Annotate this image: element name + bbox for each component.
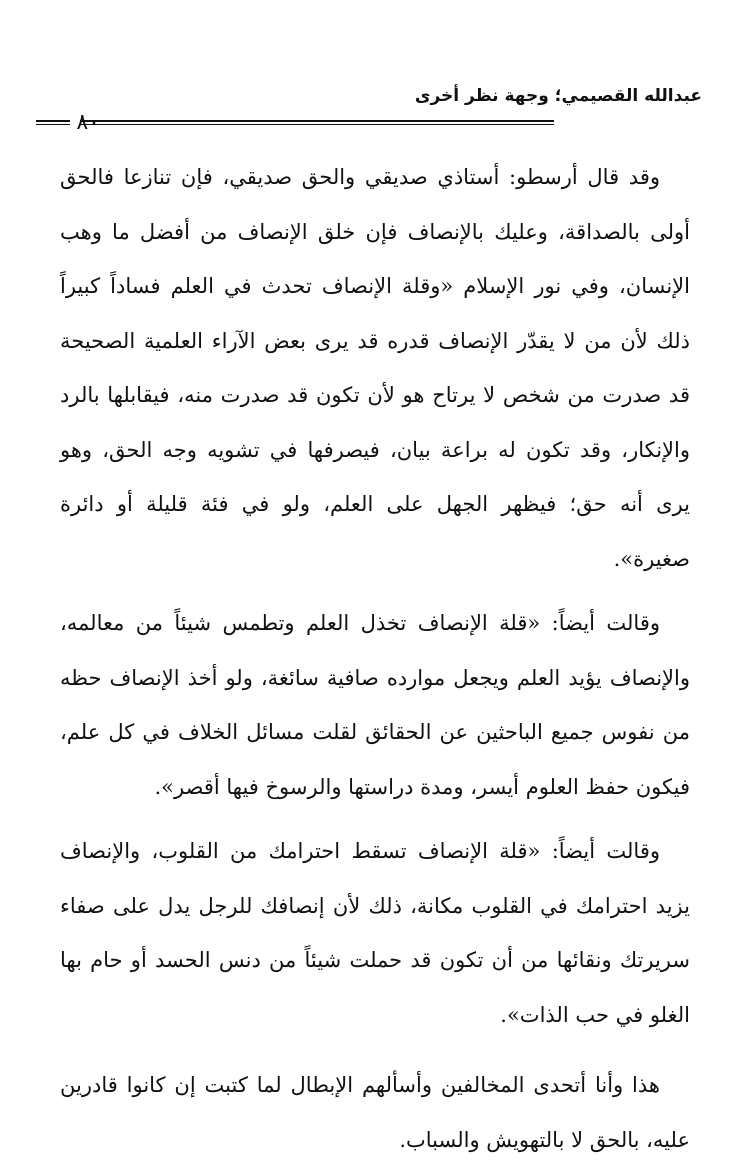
paragraph-2: وقالت أيضاً: «قلة الإنصاف تخذل العلم وتطمس شيئاً من معالمه، والإنصاف يؤيد العلم ويجعل موارده صافية سائغة، ولو أخذ الإنصاف حظه من نفوس جميع الباحثين عن الحقائق لقلت مسائل الخلاف في كل علم، فيكون حفظ العلوم أيسر، ومدة دراستها والرسوخ فيها أقصر». bbox=[60, 611, 690, 799]
paragraph-4: هذا وأنا أتحدى المخالفين وأسألهم الإبطال لما كتبت إن كانوا قادرين عليه، بالحق لا بالتهويش والسباب. bbox=[60, 1073, 690, 1152]
header-rule bbox=[80, 120, 554, 125]
paragraph-3: وقالت أيضاً: «قلة الإنصاف تسقط احترامك من القلوب، والإنصاف يزيد احترامك في القلوب مكانة، ذلك لأن إنصافك للرجل يدل على صفاء سريرتك ونقائها من أن تكون قد حملت شيئاً من دنس الحسد أو حام بها الغلو في حب الذات». bbox=[60, 839, 690, 1027]
body-text bbox=[60, 150, 690, 1167]
page-number: ٨٠ bbox=[76, 110, 100, 135]
paragraph-1: وقد قال أرسطو: أستاذي صديقي والحق صديقي، فإن تنازعا فالحق أولى بالصداقة، وعليك بالإنصاف فإن خلق الإنصاف من أفضل ما وهب الإنسان، وفي نور الإسلام «وقلة الإنصاف تحدث في العلم فساداً كبيراً ذلك لأن من لا يقدّر الإنصاف قدره قد يرى بعض الآراء العلمية الصحيحة قد صدرت من شخص لا يرتاح هو لأن تكون قد صدرت منه، فيقابلها بالرد والإنكار، وقد تكون له براعة بيان، فيصرفها في تشويه وجه الحق، وهو يرى أنه حق؛ فيظهر الجهل على العلم، ولو في فئة قليلة أو دائرة صغيرة». bbox=[60, 165, 691, 571]
page-number-rule bbox=[36, 120, 70, 125]
running-title: عبدالله القصيمي؛ وجهة نظر أخرى bbox=[414, 86, 702, 106]
